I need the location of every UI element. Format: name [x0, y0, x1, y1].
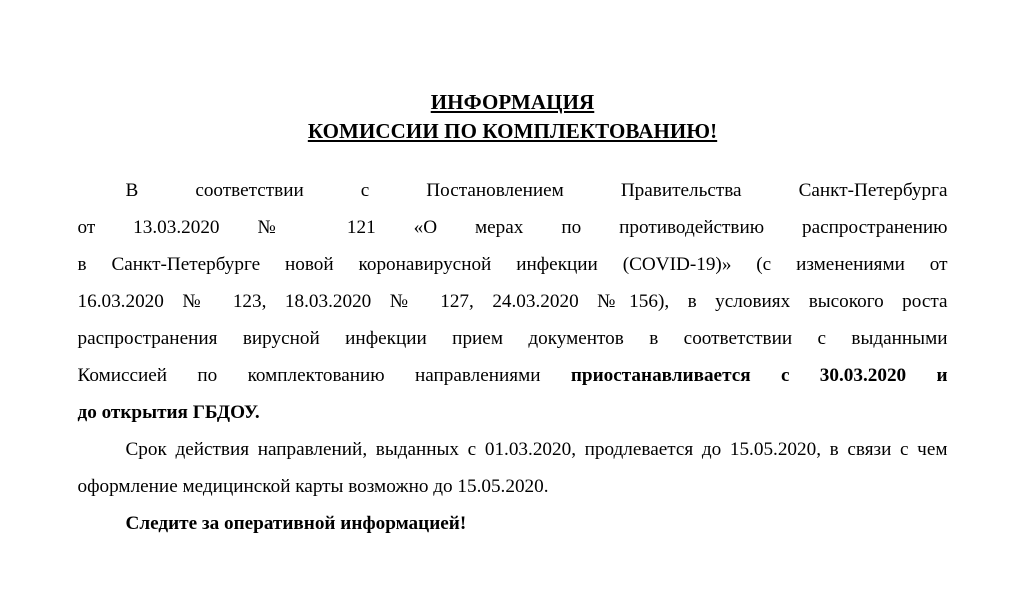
document-body [78, 146, 948, 542]
paragraph-1-line-6-emphasis: приостанавливается с 30.03.2020 и [570, 365, 948, 386]
paragraph-1-line-4: 16.03.2020 № 123, 18.03.2020 № 127, 24.03.2020 №156), в условиях высокого роста [77, 291, 948, 312]
paragraph-1-line-1: В соответствии с Постановлением Правительства Санкт-Петербурга [125, 180, 948, 201]
paragraph-1-line-2: от 13.03.2020 № 121 «О мерах по противодействию распространению [77, 217, 948, 238]
page-title [0, 0, 1025, 146]
paragraph-3 [78, 505, 948, 542]
paragraph-1-line-7 [78, 394, 948, 431]
paragraph-1-line-7-emphasis: до открытия ГБДОУ. [77, 402, 260, 423]
paragraph-3-emphasis: Следите за оперативной информацией! [125, 513, 467, 534]
paragraph-1-line-5: распространения вирусной инфекции прием документов в соответствии с выданными [77, 328, 948, 349]
paragraph-1-line-6 [78, 357, 948, 394]
paragraph-1-line-6-normal: Комиссией по комплектованию направлениями [77, 365, 571, 386]
paragraph-2: Срок действия направлений, выданных с 01.03.2020, продлевается до 15.05.2020, в связи с чем оформление медицинской карты возможно до 15.05.2020. [77, 439, 948, 497]
paragraph-1-line-3: в Санкт-Петербурге новой коронавирусной инфекции (COVID-19)» (с изменениями от [77, 254, 948, 275]
title-line-1 [0, 88, 1025, 117]
paragraph-1 [78, 172, 948, 431]
title-line-2-text: КОМИССИИ ПО КОМПЛЕКТОВАНИЮ! [307, 119, 718, 143]
title-line-1-text: ИНФОРМАЦИЯ [430, 90, 595, 114]
title-line-2 [0, 117, 1025, 146]
